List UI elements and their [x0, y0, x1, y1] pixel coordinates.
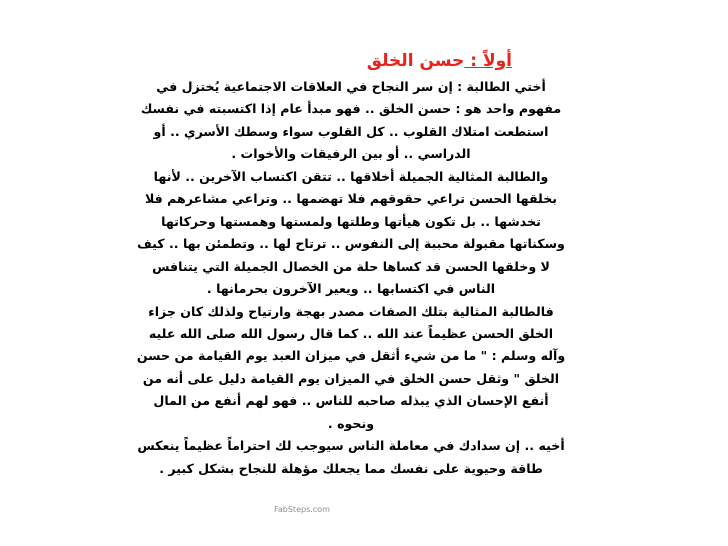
text-line: بخلقها الحسن تراعي حقوقهم فلا تهضمها .. وتراعي مشاعرهم فلا — [144, 191, 558, 207]
text-line: فالطالبة المثالية بتلك الصفات مصدر بهجة وارتياح ولذلك كان جزاء — [148, 303, 554, 319]
watermark-text: FabSteps.com — [274, 505, 330, 514]
text-line: الدراسي .. أو بين الرفيقات والأخوات . — [231, 146, 471, 162]
text-line: تخدشها .. بل تكون هيأتها وطلتها ولمستها وهمستها وحركاتها — [161, 213, 541, 229]
text-line: والطالبة المثالية الجميلة أخلاقها .. تتقن اكتساب الآخرين .. لأنها — [153, 168, 549, 184]
text-line: الخلق الحسن عظيماً عند الله .. كما قال رسول الله صلى الله عليه — [148, 325, 554, 341]
body-paragraphs — [130, 76, 572, 480]
text-line: الناس في اكتسابها .. ويعير الآخرون بحرمانها . — [206, 281, 496, 297]
text-line: الخلق " وثقل حسن الخلق في الميزان يوم القيامة دليل على أنه من — [142, 370, 560, 386]
text-line: أختي الطالبة : إن سر النجاح في العلاقات الاجتماعية يُختزل في — [156, 79, 546, 94]
text-line: مفهوم واحد هو : حسن الخلق .. فهو مبدأ عام إذا اكتسبته في نفسك — [140, 101, 562, 117]
text-line: وآله وسلم : " ما من شيء أثقل في ميزان العبد يوم القيامة من حسن — [136, 348, 566, 364]
section-number: أولاً — [482, 51, 512, 71]
text-line: طاقة وحيوية على نفسك مما يجعلك مؤهلة للنجاح بشكل كبير . — [159, 460, 543, 476]
text-line: لا وخلقها الحسن قد كساها حلة من الخصال الجميلة التي يتنافس — [152, 258, 550, 274]
section-title: حسن الخلق — [366, 51, 465, 71]
section-heading — [367, 50, 512, 72]
text-line: أخيه .. إن سدادك في معاملة الناس سيوجب لك احتراماً عظيماً ينعكس — [137, 438, 565, 454]
text-line: وسكناتها مقبولة محببة إلى النفوس .. ترتاح لها .. وتطمئن بها .. كيف — [137, 236, 565, 252]
text-line: ونحوه . — [327, 415, 375, 431]
text-line: أنفع الإحسان الذي يبذله صاحبه للناس .. فهو لهم أنفع من المال — [153, 393, 549, 409]
text-line: استطعت امتلاك القلوب .. كل القلوب سواء وسطك الأسري .. أو — [153, 123, 549, 139]
heading-colon: : — [464, 51, 483, 71]
